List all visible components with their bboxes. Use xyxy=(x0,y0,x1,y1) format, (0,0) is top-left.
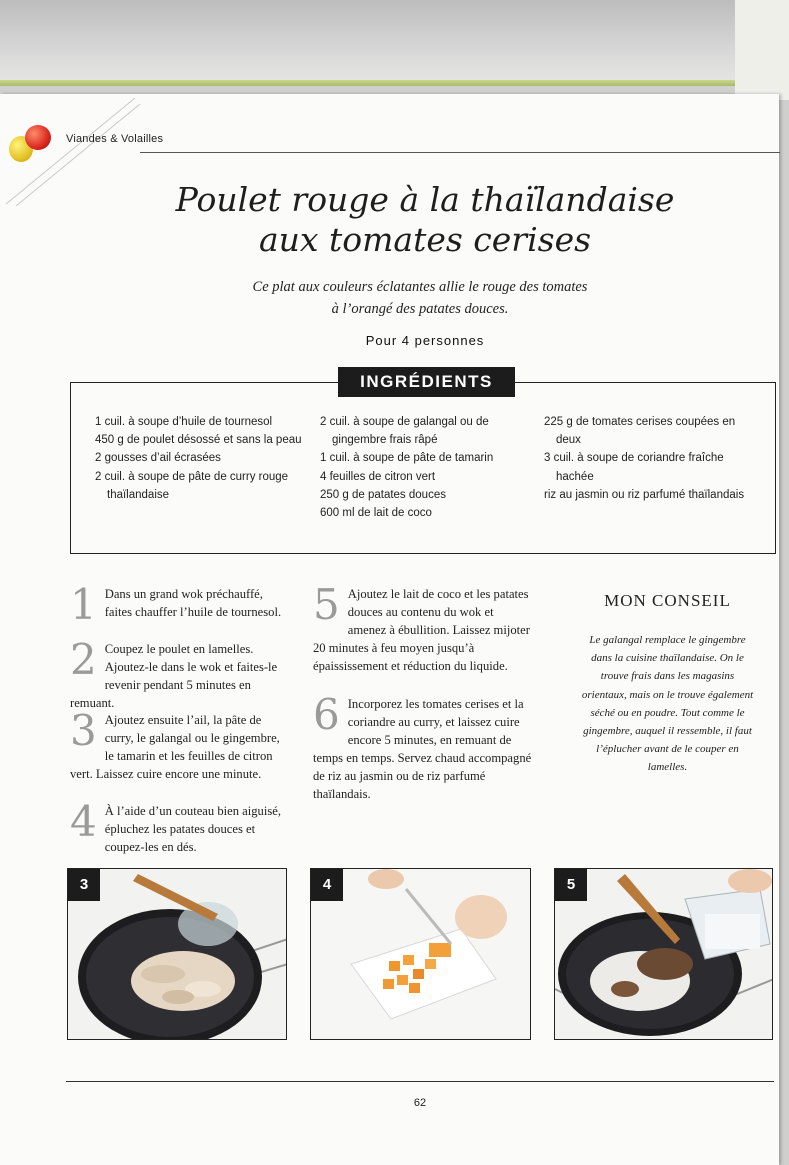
step-text: Ajoutez le lait de coco et les patates douces au contenu du wok et amenez à ébullition. Laissez mijoter 20 minutes à feu moyen jusqu’à épaississement et réduction du liquide. xyxy=(313,587,530,674)
photo-label: 5 xyxy=(555,869,587,901)
step-text: Coupez le poulet en lamelles. Ajoutez-le dans le wok et faites-le revenir pendant 5 minutes en remuant. xyxy=(70,642,278,711)
ingredient-item: 250 g de patates douces xyxy=(320,488,446,501)
underlying-page xyxy=(735,0,789,100)
ingredient-item: 225 g de tomates cerises coupées en deux xyxy=(544,416,736,447)
title-line-1: Poulet rouge à la thaïlandaise xyxy=(175,180,675,219)
step-text: Dans un grand wok préchauffé, faites chauffer l’huile de tournesol. xyxy=(104,587,282,620)
step-2 xyxy=(70,635,290,712)
subtitle-line-1: Ce plat aux couleurs éclatantes allie le rouge des tomates xyxy=(252,279,588,295)
step-number: 3 xyxy=(70,706,97,755)
photo-step-3 xyxy=(67,868,287,1040)
ingredient-item: 2 cuil. à soupe de pâte de curry rouge thaïlandaise xyxy=(95,470,289,501)
wok-chicken-image xyxy=(68,869,287,1040)
header-rule xyxy=(140,152,780,153)
background-table-top xyxy=(0,0,789,86)
photo-label: 3 xyxy=(68,869,100,901)
step-number: 4 xyxy=(70,797,97,846)
title-line-2: aux tomates cerises xyxy=(258,220,592,259)
photo-label: 4 xyxy=(311,869,343,901)
step-text: À l’aide d’un couteau bien aiguisé, épluchez les patates douces et coupez-les en dés. xyxy=(104,804,281,855)
ingredient-item: 600 ml de lait de coco xyxy=(320,507,432,520)
step-text: Incorporez les tomates cerises et la coriandre au curry, et laissez cuire encore 5 minutes, en remuant de temps en temps. Servez chaud accompagné de riz au jasmin ou de riz parfumé thaïlandais. xyxy=(313,697,532,802)
ingredients-column-3 xyxy=(544,413,754,504)
ingredient-item: 1 cuil. à soupe de pâte de tamarin xyxy=(320,452,494,465)
tip-text: Le galangal remplace le gingembre dans la cuisine thaïlandaise. On le trouve frais dans les magasins orientaux, mais on le trouve également séché ou en poudre. Tout comme le gingembre, auquel il ressemble, il faut l’éplucher avant de le couper en lamelles. xyxy=(581,634,754,774)
recipe-subtitle xyxy=(180,276,660,320)
step-number: 6 xyxy=(313,690,340,739)
ingredient-item: 2 cuil. à soupe de galangal ou de gingembre frais râpé xyxy=(320,416,489,447)
servings: Pour 4 personnes xyxy=(365,333,485,348)
step-3 xyxy=(70,706,290,783)
step-5 xyxy=(313,580,535,675)
tip-title: MON CONSEIL xyxy=(604,591,731,610)
ingredient-item: 450 g de poulet désossé et sans la peau xyxy=(95,434,302,447)
ingredients-column-2 xyxy=(320,413,520,522)
ingredients-column-1 xyxy=(95,413,310,504)
section-title: Viandes & Volailles xyxy=(66,133,164,145)
footer-rule xyxy=(66,1081,774,1082)
pouring-coconut-milk-image xyxy=(555,869,773,1040)
apple-icon xyxy=(25,125,51,150)
step-text: Ajoutez ensuite l’ail, la pâte de curry, le galangal ou le gingembre, le tamarin et les feuilles de citron vert. Laissez cuire encore une minute. xyxy=(70,713,280,782)
step-number: 2 xyxy=(70,635,97,684)
photo-step-5 xyxy=(554,868,773,1040)
recipe-title xyxy=(100,180,750,260)
ingredient-item: riz au jasmin ou riz parfumé thaïlandais xyxy=(544,488,745,501)
step-number: 5 xyxy=(313,580,340,629)
ingredient-item: 1 cuil. à soupe d’huile de tournesol xyxy=(95,416,273,428)
photo-step-4 xyxy=(310,868,531,1040)
cutting-board-image xyxy=(311,869,531,1040)
ingredient-item: 2 gousses d’ail écrasées xyxy=(95,452,221,465)
ingredient-item: 4 feuilles de citron vert xyxy=(320,470,436,483)
ingredient-item: 3 cuil. à soupe de coriandre fraîche hachée xyxy=(544,452,724,483)
step-number: 1 xyxy=(70,580,97,629)
subtitle-line-2: à l’orangé des patates douces. xyxy=(331,301,509,317)
step-4 xyxy=(70,797,290,856)
ingredients-heading: INGRÉDIENTS xyxy=(338,367,515,397)
page-number: 62 xyxy=(413,1097,427,1109)
page-edge-stripe xyxy=(0,80,735,86)
step-6 xyxy=(313,690,535,804)
step-1 xyxy=(70,580,290,629)
